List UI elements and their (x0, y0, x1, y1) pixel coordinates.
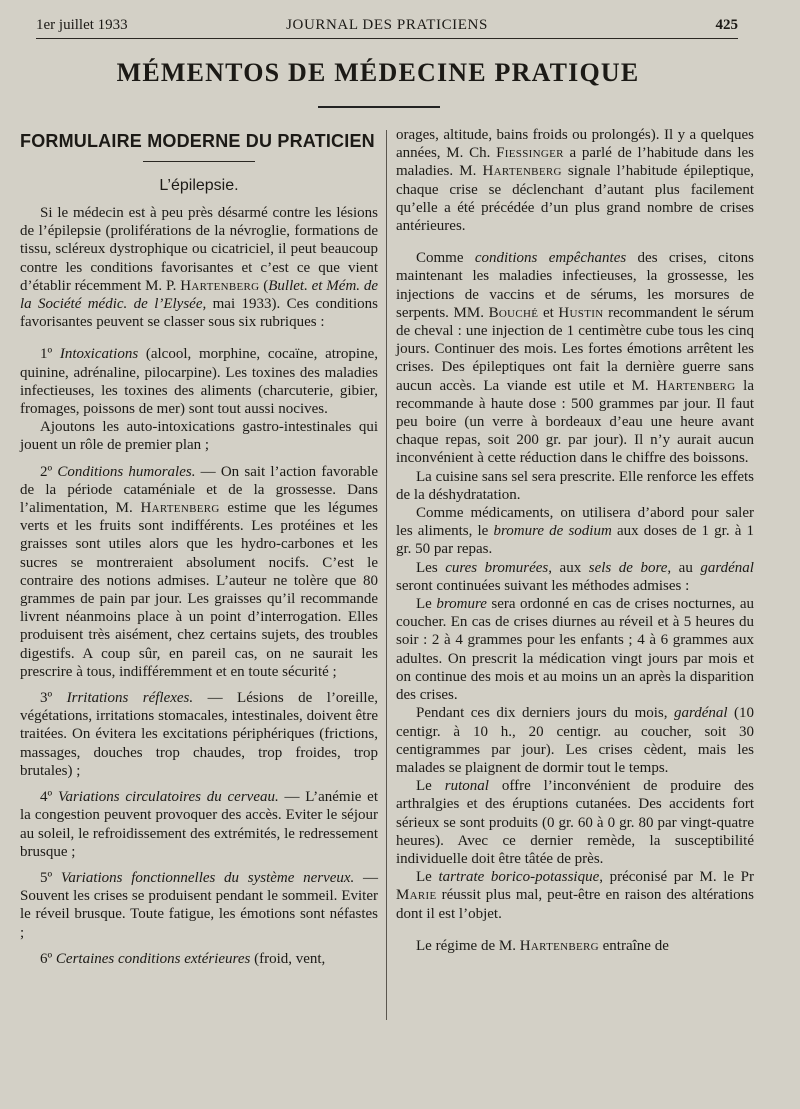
list-item-title: Certaines conditions extérieures (55, 950, 251, 967)
paragraph-cures: Les cures bromurées, aux sels de bore, au gardénal seront continuées suivant les méthodes admises : (396, 559, 754, 594)
page-title: MÉMENTOS DE MÉDECINE PRATIQUE (116, 58, 640, 87)
paragraph-gardenal: Pendant ces dix derniers jours du mois, gardénal (10 centigr. à 10 h., 20 centigr. au coucher, soit 30 centigrammes par jour). Les crises cèdent, mais les malades se plaignent de dormir tout le temps. (396, 705, 754, 776)
section-rule (143, 161, 255, 162)
paragraph-salt: La cuisine sans sel sera prescrite. Elle renforce les effets de la déshydratation. (396, 468, 754, 503)
reference-citation: Bullet. et Mém. de la Société médic. de l’Elysée, (20, 277, 379, 313)
list-item-1-continuation: Ajoutons les auto-intoxications gastro-intestinales qui jouent un rôle de premier plan ; (20, 419, 378, 454)
author-name: Fiessinger (496, 145, 564, 162)
running-header (36, 16, 738, 39)
article-subheading: L’épilepsie. (159, 177, 239, 194)
paragraph-tartrate: Le tartrate borico-potassique, préconisé par M. le Pr Marie réussit plus mal, peut-être en raison des altérations dont il est l’objet. (396, 869, 754, 922)
list-item-1: 1º Intoxications (alcool, morphine, cocaïne, atropine, quinine, adrénaline, pilocarpine). Les toxines des maladies infectieuses, les toxines des aliments (charcuterie, gibier, fromages, poissons de mer) sont tout aussi nocives. (20, 346, 378, 418)
list-item-3: 3º Irritations réflexes. — Lésions de l’oreille, végétations, irritations stomacales, intestinales, doivent être traitées. On évitera les excitations périphériques (frictions, massages, douches trop chaudes, trop froides, trop brutales) ; (20, 690, 378, 779)
left-column (20, 128, 378, 968)
column-divider (386, 130, 387, 1020)
intro-paragraph: Si le médecin est à peu près désarmé contre les lésions de l’épilepsie (proliférations de la névroglie, formations de tissu, scléreux dystrophique ou cicatriciel, il peut beaucoup contre les conditions favorisantes et c’est ce que vient d’établir récemment M. P. Hartenberg (Bullet. et Mém. de la Société médic. de l’Elysée, mai 1933). Ces conditions favorisantes peuvent se classer sous six rubriques : (20, 205, 379, 331)
paragraph-bromure: Le bromure sera ordonné en cas de crises nocturnes, au coucher. En cas de crises diurnes au réveil et à 5 heures du soir : 2 à 4 grammes pour les enfants ; 4 à 6 grammes aux adultes. On prescrit la médication vingt jours par mois et on continue des mois et au moins un an après la disparition des crises. (396, 596, 754, 704)
right-column (396, 126, 754, 955)
paragraph-regime: Le régime de M. Hartenberg entraîne de (416, 937, 669, 954)
list-item-title: Variations circulatoires du cerveau. (57, 789, 279, 806)
list-item-4: 4º Variations circulatoires du cerveau. — L’anémie et la congestion peuvent provoquer des accès. Eviter le séjour au soleil, le refroidissement des extrémités, le redressement brusque ; (20, 789, 378, 860)
author-name: Hartenberg (519, 937, 599, 954)
list-item-title: Conditions humorales. (57, 463, 196, 480)
author-name: Hartenberg (140, 500, 220, 517)
list-item-title: Variations fonctionnelles du système nerveux. (60, 869, 355, 886)
paragraph-medication: Comme médicaments, on utilisera d’abord pour saler les aliments, le bromure de sodium aux doses de 1 gr. à 1 gr. 50 par repas. (396, 505, 755, 558)
section-title: FORMULAIRE MODERNE DU PRATICIEN (20, 131, 375, 151)
author-name: Hartenberg (180, 277, 260, 294)
list-item-2: 2º Conditions humorales. — On sait l’action favorable de la période cataméniale et de la grossesse. Dans l’alimentation, M. Hartenberg estime que les légumes verts et les fruits sont indifférents. Les protéines et les graisses sont utiles alors que les hydro-carbones et les sucres se montreraient absolument nocifs. C’est le contraire des notions admises. L’auteur ne tolère que 80 grammes de pain par jour. Les graisses qu’il recommande livrent néanmoins place à un point d’interrogation. Elles produisent très aisément, chez certains sujets, des troubles digestifs. A coup sûr, en pareil cas, on ne saurait les prescrire à tous, indifféremment et en toute sécurité ; (20, 463, 379, 680)
header-date: 1er juillet 1933 (36, 17, 128, 33)
header-journal-name: JOURNAL DES PRATICIENS (286, 17, 488, 33)
list-item-title: Intoxications (59, 346, 139, 363)
list-item-title: Irritations réflexes. (66, 690, 194, 707)
list-item-5: 5º Variations fonctionnelles du système nerveux. — Souvent les crises se produisent pendant le sommeil. Eviter le réveil brusque. Toute fatigue, les émotions sont néfastes ; (20, 869, 378, 941)
list-item-6: 6º Certaines conditions extérieures (froid, vent, (40, 950, 326, 967)
page-number: 425 (715, 17, 738, 33)
paragraph-rutonal: Le rutonal offre l’inconvénient de produire des arthralgies et des éruptions cutanées. Des accidents fort sérieux se sont produits (0 gr. 60 à 0 gr. 80 par vingt-quatre heures). Avec ce dernier remède, la susceptibilité individuelle doit être tâtée de près. (396, 778, 754, 867)
author-name: Hartenberg (656, 377, 736, 394)
paragraph-conditions: Comme conditions empêchantes des crises, citons maintenant les maladies infectieuses, la grossesse, les injections de vaccins et de sérums, les morsures de serpents. MM. Bouché et Hustin recommandent le sérum de cheval : une injection de 1 centimètre cube tous les cinq jours. Continuer des mois. Les fortes émotions arrêtent les crises. Des épileptiques ont fait la dernière guerre sans aucun accès. La viande est utile et M. Hartenberg la recommande à haute dose : 500 grammes par jour. Il faut peu boire (un verre à bordeaux d’eau une heure avant chaque repas, soit 200 gr. par jour). Il n’y aurait aucun inconvénient à cette réduction dans le chiffre des boissons. (396, 250, 754, 467)
author-name: Hartenberg (482, 163, 562, 180)
author-name: Bouché (488, 304, 539, 321)
author-name: Marie (396, 887, 437, 904)
author-name: Hustin (558, 304, 604, 321)
continuation-paragraph: orages, altitude, bains froids ou prolongés). Il y a quelques années, M. Ch. Fiessinger a parlé de l’habitude dans les maladies. M. Hartenberg signale l’habitude épileptique, chaque crise se déclenchant d’autant plus facilement qu’elle a été précédée d’un plus grand nombre de crises antérieures. (396, 127, 754, 235)
title-rule (318, 106, 440, 108)
